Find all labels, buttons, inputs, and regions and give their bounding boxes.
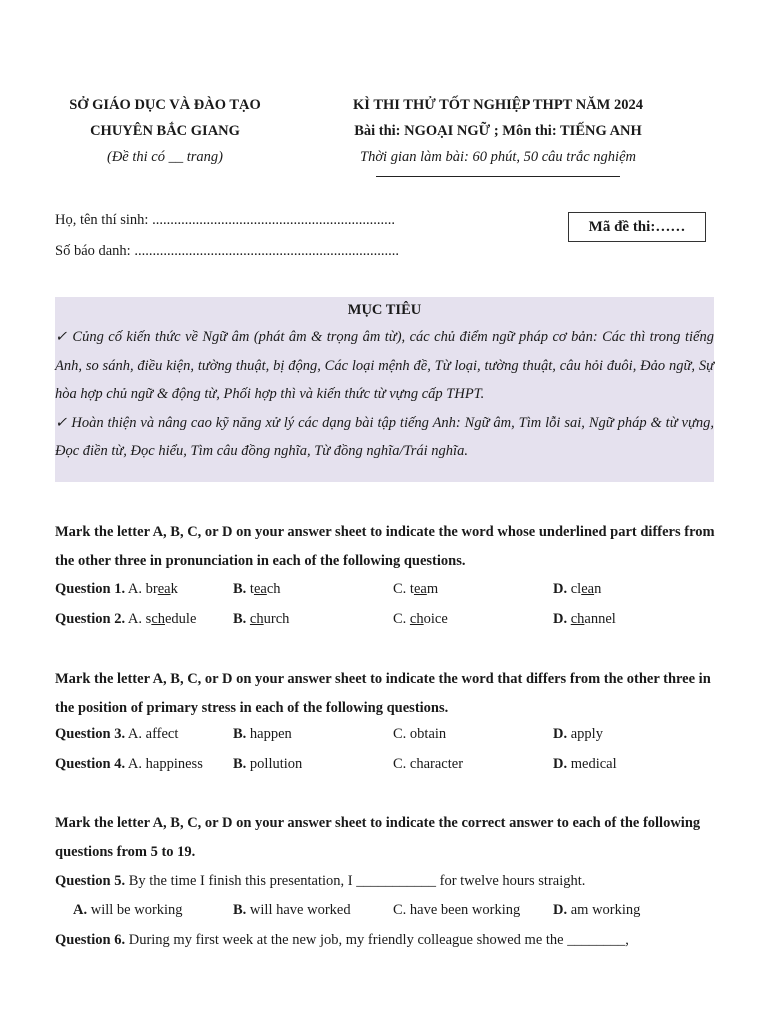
candidate-id-field: Số báo danh: ......................................................................... — [55, 243, 399, 259]
question-text: During my first week at the new job, my friendly colleague showed me the ________, — [128, 932, 629, 948]
option-letter: D. — [553, 902, 568, 918]
time-line: Thời gian làm bài: 60 phút, 50 câu trắc nghiệm — [360, 149, 636, 165]
objectives-title: MỤC TIÊU — [347, 302, 422, 318]
option-c: character — [409, 756, 464, 772]
option-letter: C. — [393, 726, 407, 742]
objective-item-1: ✓ Củng cố kiến thức về Ngữ âm (phát âm & trọng âm từ), các chủ điểm ngữ pháp cơ bản: Các thì trong tiếng Anh, so sánh, điều kiện, tường thuật, bị động, Các loại mệnh đề, Từ loại, tường thuật, câu hỏi đuôi, Đảo ngữ, Sự hòa hợp chủ ngữ & động từ, Phối hợp thì và kiến thức từ vựng cấp THPT. — [55, 329, 714, 402]
objective-item-2: ✓ Hoàn thiện và nâng cao kỹ năng xử lý các dạng bài tập tiếng Anh: Ngữ âm, Tìm lỗi sai, Ngữ pháp & từ vựng, Đọc điền từ, Đọc hiểu, Tìm câu đồng nghĩa, Từ đồng nghĩa/Trái nghĩa. — [55, 414, 714, 459]
option-letter: A. — [127, 726, 143, 742]
option-letter: B. — [233, 902, 247, 918]
option-c: choice — [409, 611, 448, 627]
option-c: have been working — [409, 902, 521, 918]
option-a: schedule — [145, 611, 197, 627]
section-3-instruction: Mark the letter A, B, C, or D on your answer sheet to indicate the correct answer to each of the following questions from 5 to 19. — [55, 815, 701, 860]
question-2 — [55, 611, 715, 633]
option-b: happen — [249, 726, 292, 742]
school-name: CHUYÊN BẮC GIANG — [90, 123, 240, 139]
question-6-stem — [55, 932, 629, 949]
option-letter: C. — [393, 902, 407, 918]
option-b: pollution — [249, 756, 303, 772]
header-left — [40, 92, 290, 170]
question-4 — [55, 756, 715, 778]
department-name: SỞ GIÁO DỤC VÀ ĐÀO TẠO — [69, 97, 261, 113]
question-label: Question 6. — [55, 932, 126, 948]
question-label: Question 3. — [55, 726, 126, 742]
question-label: Question 1. — [55, 581, 126, 597]
option-b: teach — [249, 581, 281, 597]
option-letter: B. — [233, 756, 247, 772]
question-1 — [55, 581, 715, 603]
question-5-stem — [55, 873, 585, 890]
option-letter: D. — [553, 581, 568, 597]
question-label: Question 2. — [55, 611, 126, 627]
option-a: affect — [145, 726, 179, 742]
option-letter: C. — [393, 581, 407, 597]
question-label: Question 5. — [55, 873, 126, 889]
option-c: obtain — [409, 726, 447, 742]
option-b: will have worked — [249, 902, 351, 918]
question-text: By the time I finish this presentation, I ___________ for twelve hours straight. — [128, 873, 586, 889]
option-b: church — [249, 611, 290, 627]
option-letter: A. — [127, 756, 143, 772]
section-1-instruction: Mark the letter A, B, C, or D on your answer sheet to indicate the word whose underlined part differs from the other three in pronunciation in each of the following questions. — [55, 524, 715, 569]
pages-note: (Đề thi có __ trang) — [107, 149, 223, 165]
question-label: Question 4. — [55, 756, 126, 772]
option-letter: D. — [553, 756, 568, 772]
option-letter: C. — [393, 611, 407, 627]
subject-line: Bài thi: NGOẠI NGỮ ; Môn thi: TIẾNG ANH — [354, 123, 642, 139]
section-2-instruction: Mark the letter A, B, C, or D on your answer sheet to indicate the word that differs from the other three in the position of primary stress in each of the following questions. — [55, 671, 711, 716]
exam-code-box: Mã đề thi:…… — [568, 212, 706, 242]
question-5-options — [55, 902, 715, 924]
question-3 — [55, 726, 715, 748]
option-letter: C. — [393, 756, 407, 772]
option-letter: A. — [73, 902, 88, 918]
option-letter: B. — [233, 581, 247, 597]
option-letter: B. — [233, 726, 247, 742]
option-letter: A. — [127, 581, 143, 597]
option-a: will be working — [90, 902, 183, 918]
option-a: break — [145, 581, 178, 597]
option-d: clean — [570, 581, 602, 597]
option-c: team — [409, 581, 439, 597]
header-right — [318, 92, 678, 177]
option-letter: B. — [233, 611, 247, 627]
header-divider — [376, 176, 620, 177]
option-d: apply — [570, 726, 603, 742]
option-letter: A. — [127, 611, 143, 627]
option-letter: D. — [553, 726, 568, 742]
option-d: am working — [570, 902, 641, 918]
candidate-name-field: Họ, tên thí sinh: ................................................................... — [55, 212, 395, 228]
option-d: channel — [570, 611, 616, 627]
option-d: medical — [570, 756, 617, 772]
exam-title: KÌ THI THỬ TỐT NGHIỆP THPT NĂM 2024 — [353, 97, 643, 113]
option-letter: D. — [553, 611, 568, 627]
option-a: happiness — [145, 756, 203, 772]
objectives-box — [55, 297, 714, 482]
